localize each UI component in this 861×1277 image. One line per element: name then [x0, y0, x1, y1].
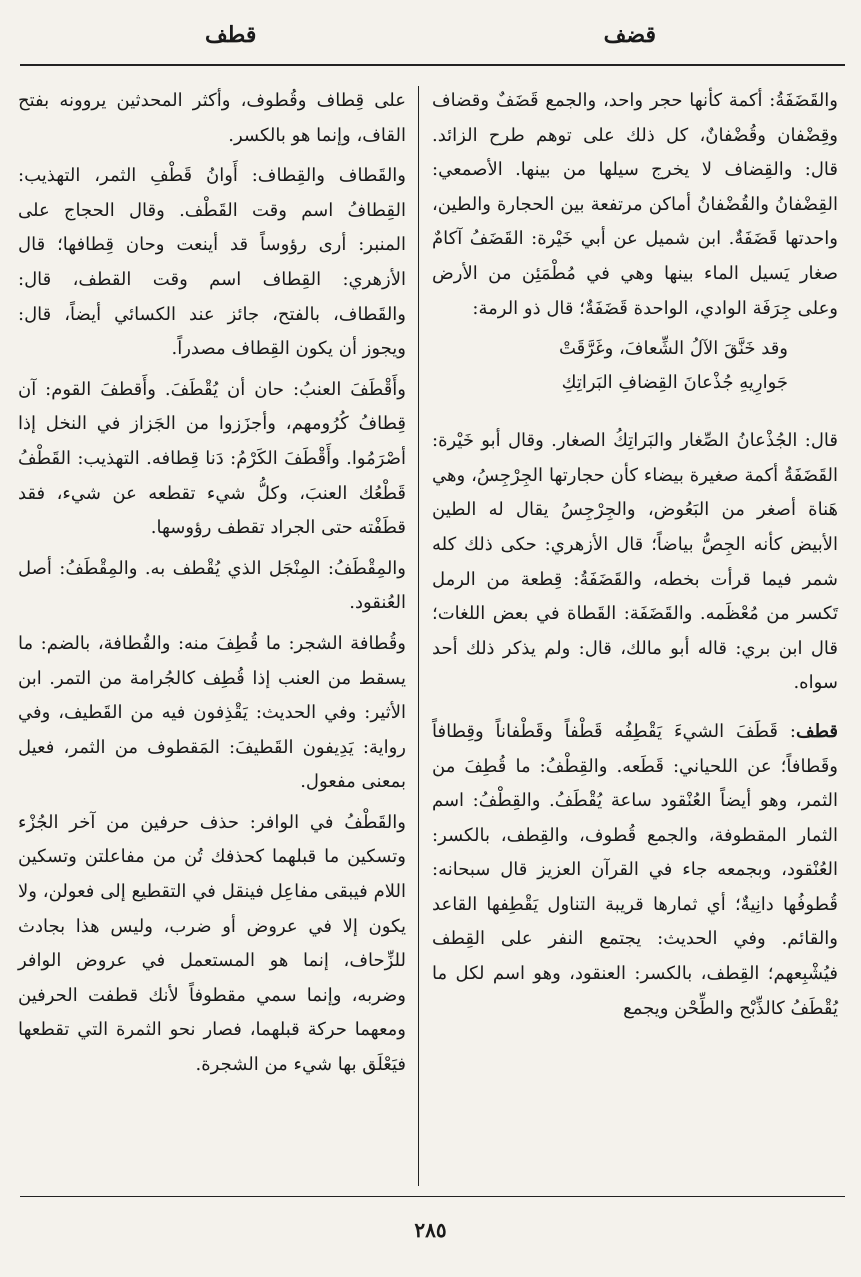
- page-number: ٢٨٥: [414, 1218, 447, 1242]
- entry-paragraph: والقَضَفَةُ: أكمة كأنها حجر واحد، والجمع قَضَفٌ وقضاف وقِضْفان وقُضْفانٌ، كل ذلك على توهم طرح الزائد. قال: والقِضاف لا يخرج سيلها من بينها. الأصمعي: القِضْفانُ والقُضْفانُ أماكن مرتفعة بين الحجارة والطين، واحدتها قَضَفَةٌ. ابن شميل عن أبي خَيْرة: القَضَفُ آكامٌ صغار يَسيل الماء بينها وهي في مُطْمَئِن من الأرض وعلى جِرَفَة الوادي، الواحدة قَضَفَةٌ؛ قال ذو الرمة:: [432, 90, 838, 319]
- entry-paragraph: قال: الجُذْعانُ الصِّغار والبَراتِكُ الصغار. وقال أبو خَيْرة: القَضَفَةُ أكمة صغيرة بيضاء كأن حجارتها الجِرْجِسُ، وهي هَناة أصغر من البَعُوض، والجِرْجِسُ يقال له الطين الأبيض كأنه الجِصُّ بياضاً؛ قال الأزهري: حكى ذلك كله شمر فيما قرأت بخطه، والقَضَفَةُ: قِطعة من الرمل تَكسر من مُعْظَمه. والقَضَفَة: القَطاة في بعض اللغات؛ قال ابن بري: قاله أبو مالك، قال: ولم يذكر ذلك أحد سواه.: [432, 430, 838, 694]
- top-rule: [20, 64, 845, 66]
- column-divider: [418, 86, 419, 1186]
- running-header-left: قطف: [205, 22, 257, 48]
- entry-paragraph: على قِطاف وقُطوف، وأكثر المحدثين يروونه بفتح القاف، وإنما هو بالكسر.: [18, 90, 406, 146]
- headword-definition: : قَطَفَ الشيءَ يَقْطِفُه قَطْفاً وقَطْفاناً وقِطافاً وقَطافاً؛ عن اللحياني: قَطَعه. والقِطْفُ: ما قُطِفَ من الثمر، وهو أيضاً العُنْقود ساعة يُقْطَفُ. والقِطْفُ: اسم الثمار المقطوفة، والجمع قُطوف، والقِطف، بالكسر: العُنْقود، وبجمعه جاء في القرآن العزيز قال سبحانه: قُطوفُها دانِيةٌ؛ أي ثمارها قريبة التناول يَقْطِفها القاعد والقائم. وفي الحديث: يجتمع النفر على القِطف فيُشْبِعهم؛ القِطف، بالكسر: العنقود، وهو اسم لكل ما يُقْطَفُ كالذِّبْح والطِّحْن ويجمع: [432, 720, 838, 1019]
- entry-paragraph: والقَطْفُ في الوافر: حذف حرفين من آخر الجُزْء وتسكين ما قبلهما كحذفك تُن من مفاعلتن وتسكين اللام فيبقى مفاعِل فينقل في التقطيع إلى فعولن، ولا يكون إلا في عروض أو ضرب، وليس هذا بجادث للزِّحاف، إنما هو المستعمل في عروض الوافر وضربه، وإنما سمي مقطوفاً لأنك قطفت الحرفين ومعهما حركة قبلهما، فصار نحو الثمرة التي تقطعها فيَعْلَق بها شيء من الشجرة.: [18, 811, 406, 1076]
- entry-paragraph: والمِقْطَفُ: المِنْجَل الذي يُقْطف به. والمِقْطَفُ: أصل العُنقود.: [18, 557, 406, 614]
- entry-paragraph: [432, 715, 838, 1026]
- poem-line-2: جَوارِيهِ جُذْعانَ القِضافِ البَراتِكِ: [561, 372, 788, 394]
- poem-line-1: وقد خَنَّقَ الآلُ الشِّعافَ، وغَرَّقَتْ: [558, 338, 788, 360]
- poem-verse: [432, 332, 838, 400]
- entry-paragraph: وأَقْطَفَ العنبُ: حان أن يُقْطَفَ. وأَقطفَ القوم: آن قِطافُ كُرُومهم، وأجزَزوا من الجَزاز في النخل إذا أصْرَمُوا. وأَقْطَفَ الكَرْمُ: دَنا قِطافه. التهذيب: القَطْفُ قَطْعُك العنبَ، وكلُّ شيء تقطعه عن شيء، فقد قطَفْته حتى الجراد تقطف رؤوسها.: [18, 378, 406, 539]
- entry-paragraph: وقُطافة الشجر: ما قُطِفَ منه: والقُطافة، بالضم: ما يسقط من العنب إذا قُطِف كالجُرامة من التمر. ابن الأثير: وفي الحديث: يَقْذِفون فيه من القَطيف، وفي رواية: يَدِيفون القَطيفَ: المَقطوف من الثمر، فعيل بمعنى مفعول.: [18, 632, 406, 793]
- headword: قطف: [795, 720, 838, 742]
- right-column: [432, 84, 838, 1032]
- running-header-right: قضف: [603, 22, 656, 48]
- left-column: [18, 84, 406, 1089]
- entry-paragraph: والقَطاف والقِطاف: أَوانُ قَطْفِ الثمر، التهذيب: القِطافُ اسم وقت القَطْف. وقال الحجاج على المنبر: أرى رؤوساً قد أينعت وحان قِطافها؛ قال الأزهري: القِطاف اسم وقت القطف، قال: والقَطاف، بالفتح، جائز عند الكسائي أيضاً، قال: ويجوز أن يكون القِطاف مصدراً.: [18, 165, 406, 360]
- bottom-rule: [20, 1196, 845, 1197]
